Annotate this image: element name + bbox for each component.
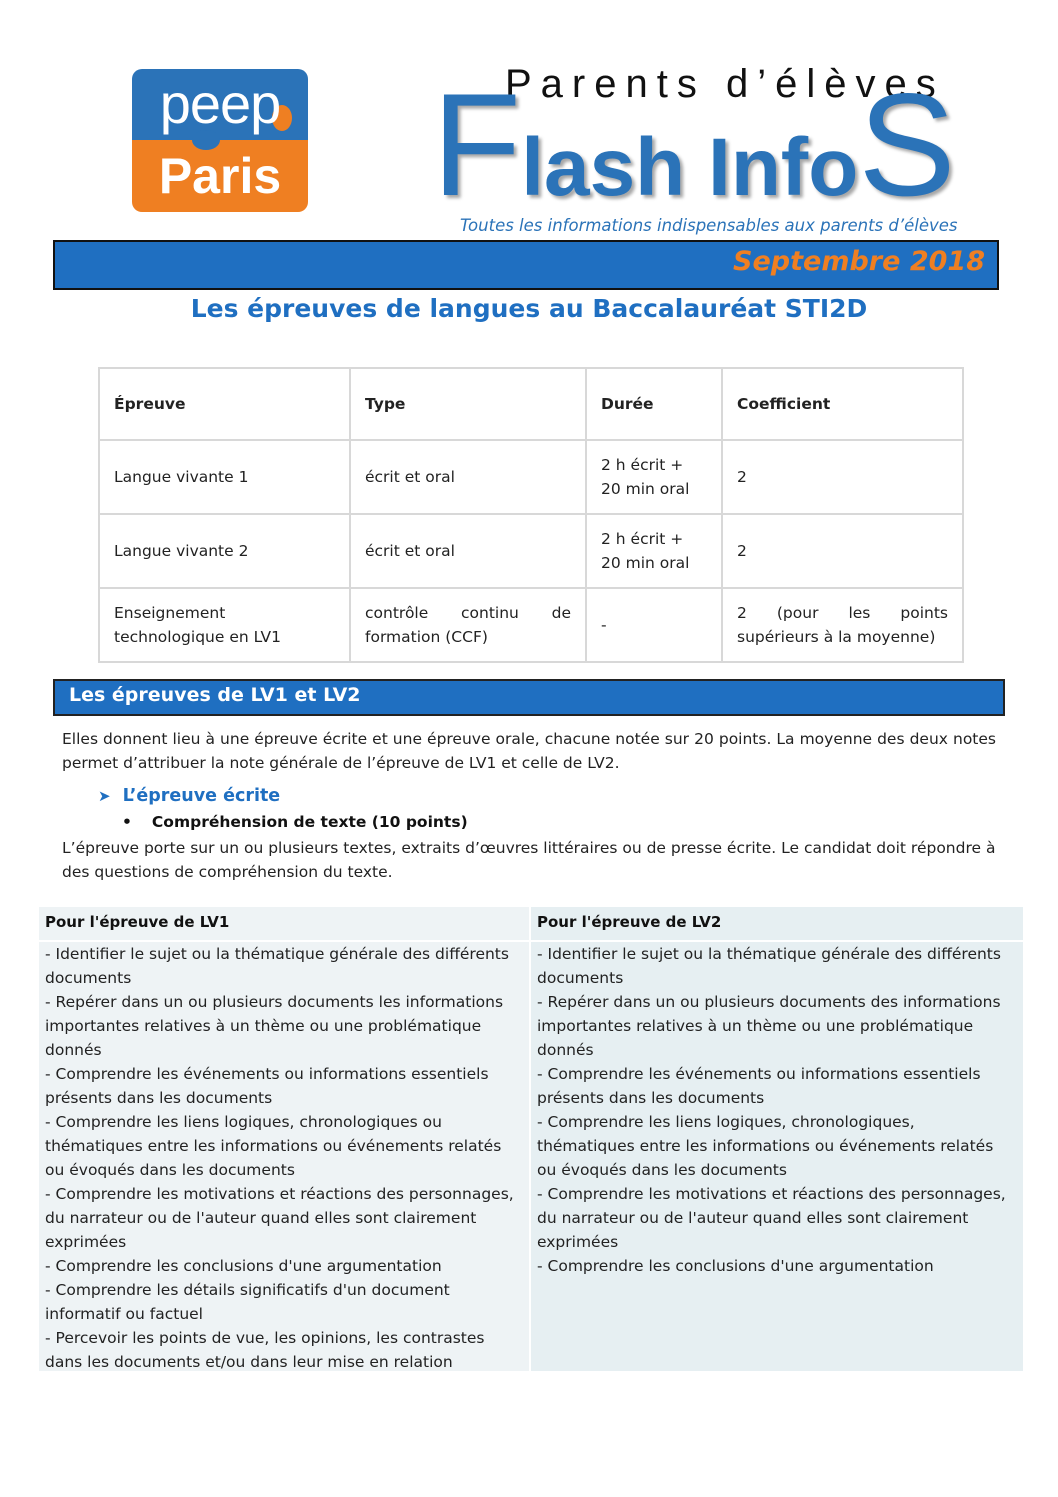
table-cell: 2 (pour les points supérieurs à la moyenne) [722,588,963,662]
skills-list-lv2 [531,942,1023,1371]
list-item: - Comprendre les événements ou informations essentiels présents dans les documents [537,1065,981,1107]
page-title: Les épreuves de langues au Baccalauréat STI2D [190,294,868,323]
peep-paris-logo [132,69,308,212]
table-row [99,588,963,662]
section-heading: Les épreuves de LV1 et LV2 [69,684,361,706]
table-cell: contrôle continu de formation (CCF) [350,588,586,662]
section-banner [53,679,1005,716]
masthead-letter-s: S [858,63,956,226]
bullet-icon: • [122,813,132,831]
sub-sub-heading-text: Compréhension de texte (10 points) [151,813,468,831]
skills-table [39,907,1023,1371]
table-cell: 2 [722,514,963,588]
masthead-letter-f: F [432,63,522,226]
sub-heading [98,786,280,806]
body-paragraph: L’épreuve porte sur un ou plusieurs textes, extraits d’œuvres littéraires ou de presse écrite. Le candidat doit répondre à des questions de compréhension du texte. [62,839,996,881]
list-item: - Comprendre les motivations et réactions des personnages, du narrateur ou de l'auteur quand elles sont clairement exprimées [45,1185,514,1251]
table-header-row [99,368,963,440]
skills-column-lv1 [39,907,529,1371]
list-item: - Comprendre les événements ou informations essentiels présents dans les documents [45,1065,489,1107]
list-item: - Comprendre les liens logiques, chronologiques, thématiques entre les informations ou événements relatés ou évoqués dans les documents [537,1113,994,1179]
skills-heading-lv1: Pour l'épreuve de LV1 [39,907,529,940]
header-cell: Coefficient [722,368,963,440]
sub-sub-heading [122,813,468,831]
skills-list-lv1 [39,942,529,1371]
list-item: - Identifier le sujet ou la thématique générale des différents documents [45,945,509,987]
list-item: - Comprendre les liens logiques, chronologiques ou thématiques entre les informations ou événements relatés ou évoqués dans les documents [45,1113,502,1179]
table-cell: Langue vivante 1 [99,440,350,514]
list-item: - Identifier le sujet ou la thématique générale des différents documents [537,945,1001,987]
table-cell: écrit et oral [350,440,586,514]
header-cell: Type [350,368,586,440]
skills-column-lv2 [531,907,1023,1371]
skills-heading-lv2: Pour l'épreuve de LV2 [531,907,1023,940]
masthead-parents: Parents d’élèves [505,62,945,106]
table-cell: 2 [722,440,963,514]
exam-table [98,367,964,663]
table-cell: 2 h écrit + 20 min oral [586,514,722,588]
table-row [99,514,963,588]
list-item: - Percevoir les points de vue, les opinions, les contrastes dans les documents et/ou dans leur mise en relation [45,1329,485,1371]
table-cell: Langue vivante 2 [99,514,350,588]
masthead-lash-info: lash Info [521,122,859,213]
date-banner [53,240,999,290]
table-cell: - [586,588,722,662]
logo-line1: peep [159,72,281,135]
table-row [99,440,963,514]
list-item: - Repérer dans un ou plusieurs documents des informations importantes relatives à un thème ou une problématique donnés [537,993,1001,1059]
arrow-bullet-icon: ➤ [98,787,111,805]
table-cell: Enseignement technologique en LV1 [99,588,350,662]
header-cell: Durée [586,368,722,440]
list-item: - Comprendre les conclusions d'une argumentation [537,1257,934,1275]
list-item: - Comprendre les détails significatifs d'un document informatif ou factuel [45,1281,450,1323]
table-cell: écrit et oral [350,514,586,588]
logo-line2: Paris [158,148,282,204]
intro-paragraph: Elles donnent lieu à une épreuve écrite et une épreuve orale, chacune notée sur 20 points. La moyenne des deux notes permet d’attribuer la note générale de l’épreuve de LV1 et celle de LV2. [62,730,996,772]
list-item: - Repérer dans un ou plusieurs documents les informations importantes relatives à un thème ou une problématique donnés [45,993,504,1059]
issue-date: Septembre 2018 [733,246,985,277]
list-item: - Comprendre les conclusions d'une argumentation [45,1257,442,1275]
tagline: Toutes les informations indispensables aux parents d’élèves [460,216,958,235]
list-item: - Comprendre les motivations et réactions des personnages, du narrateur ou de l'auteur quand elles sont clairement exprimées [537,1185,1006,1251]
table-cell: 2 h écrit + 20 min oral [586,440,722,514]
sub-heading-text: L’épreuve écrite [122,786,281,806]
header-cell: Épreuve [99,368,350,440]
